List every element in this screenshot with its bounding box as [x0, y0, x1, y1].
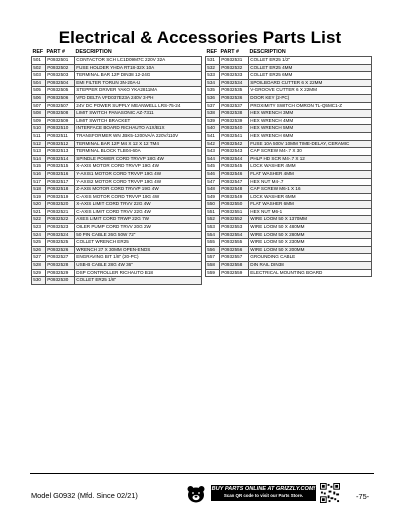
ref-cell: 543 [206, 148, 220, 156]
description-cell: GROUNDING CABLE [249, 254, 372, 262]
part-number-cell: P0932509 [46, 117, 75, 125]
table-row [206, 57, 372, 65]
ref-cell: 510 [32, 125, 46, 133]
table-header [32, 48, 202, 57]
part-number-cell: P0932544 [220, 155, 249, 163]
ref-cell: 541 [206, 132, 220, 140]
col-desc: DESCRIPTION [75, 48, 112, 55]
ref-cell: 527 [32, 254, 46, 262]
description-cell: HEX WRENCH 4MM [249, 117, 372, 125]
description-cell: COLLET WRENCH ER25 [75, 239, 202, 247]
ref-cell: 507 [32, 102, 46, 110]
part-number-cell: P0932546 [220, 170, 249, 178]
table-row [32, 72, 202, 80]
description-cell: WIRE LOOM 50 X 1370MM [249, 216, 372, 224]
description-cell: FUSE 10A 500V 10MM TIME-DELAY, CERAMIC [249, 140, 372, 148]
description-cell: CAP SCREW M4-.7 X 30 [249, 148, 372, 156]
ref-cell: 505 [32, 87, 46, 95]
ref-cell: 506 [32, 94, 46, 102]
description-cell: VFD DELTA VFD037E23A 240V 3-PH [75, 94, 202, 102]
ref-cell: 547 [206, 178, 220, 186]
description-cell: CAP SCREW M6-1 X 16 [249, 186, 372, 194]
description-cell: FLAT WASHER 4MM [249, 170, 372, 178]
ref-cell: 501 [32, 57, 46, 65]
ref-cell: 513 [32, 148, 46, 156]
table-row [32, 125, 202, 133]
ref-cell: 531 [206, 57, 220, 65]
banner-line2: Scan QR code to visit our Parts Store. [223, 493, 304, 498]
ref-cell: 509 [32, 117, 46, 125]
description-cell: COLLET ER25 1/2" [249, 57, 372, 65]
ref-cell: 540 [206, 125, 220, 133]
part-number-cell: P0932541 [220, 132, 249, 140]
ref-cell: 551 [206, 208, 220, 216]
table-row [206, 79, 372, 87]
ref-cell: 503 [32, 72, 46, 80]
table-row [32, 64, 202, 72]
grizzly-bear-logo-icon [186, 485, 206, 503]
table-row [32, 117, 202, 125]
ref-cell: 546 [206, 170, 220, 178]
part-number-cell: P0932506 [46, 94, 75, 102]
part-number-cell: P0932517 [46, 178, 75, 186]
part-number-cell: P0932553 [220, 224, 249, 232]
part-number-cell: P0932542 [220, 140, 249, 148]
table-row [206, 239, 372, 247]
table-row [206, 163, 372, 171]
description-cell: LIMIT SWITCH BRACKET [75, 117, 202, 125]
description-cell: LIMIT SWITCH PANASONIC AZ-7311 [75, 110, 202, 118]
ref-cell: 525 [32, 239, 46, 247]
part-number-cell: P0932520 [46, 201, 75, 209]
ref-cell: 555 [206, 239, 220, 247]
part-number-cell: P0932527 [46, 254, 75, 262]
table-row [206, 254, 372, 262]
table-row [206, 72, 372, 80]
description-cell: WRENCH 27 X 30MM OPEN-ENDS [75, 246, 202, 254]
col-part: PART # [220, 48, 239, 55]
part-number-cell: P0932556 [220, 246, 249, 254]
ref-cell: 517 [32, 178, 46, 186]
description-cell: HEX NUT M4-.7 [249, 178, 372, 186]
table-row [32, 110, 202, 118]
ref-cell: 530 [32, 277, 46, 285]
description-cell: WIRE LOOM 50 X 480MM [249, 224, 372, 232]
ref-cell: 522 [32, 216, 46, 224]
table-row [32, 170, 202, 178]
ref-cell: 537 [206, 102, 220, 110]
table-row [32, 102, 202, 110]
part-number-cell: P0932501 [46, 57, 75, 65]
description-cell: HEX NUT M6-1 [249, 208, 372, 216]
table-row [206, 117, 372, 125]
ref-cell: 554 [206, 231, 220, 239]
part-number-cell: P0932547 [220, 178, 249, 186]
description-cell: V-GROOVE CUTTER 6 X 22MM [249, 87, 372, 95]
part-number-cell: P0932540 [220, 125, 249, 133]
part-number-cell: P0932533 [220, 72, 249, 80]
ref-cell: 557 [206, 254, 220, 262]
ref-cell: 528 [32, 262, 46, 270]
description-cell: DIN RAIL DIN38 [249, 262, 372, 270]
table-row [206, 201, 372, 209]
table-row [206, 224, 372, 232]
part-number-cell: P0932559 [220, 269, 249, 277]
ref-cell: 516 [32, 170, 46, 178]
ref-cell: 544 [206, 155, 220, 163]
ref-cell: 508 [32, 110, 46, 118]
part-number-cell: P0932528 [46, 262, 75, 270]
part-number-cell: P0932536 [220, 94, 249, 102]
description-cell: C-AXIS MOTOR CORD TRVVP 19G 4W [75, 193, 202, 201]
description-cell: LOCK WASHER 6MM [249, 193, 372, 201]
table-row [206, 87, 372, 95]
table-row [206, 132, 372, 140]
description-cell: COLLET ER25 6MM [249, 72, 372, 80]
description-cell: HEX WRENCH 3MM [249, 110, 372, 118]
part-number-cell: P0932555 [220, 239, 249, 247]
table-row [206, 262, 372, 270]
part-number-cell: P0932518 [46, 186, 75, 194]
description-cell: PROXIMITY SWITCH OMRON TL-Q5MC1-Z [249, 102, 372, 110]
table-row [206, 102, 372, 110]
part-number-cell: P0932512 [46, 140, 75, 148]
table-row [32, 208, 202, 216]
part-number-cell: P0932507 [46, 102, 75, 110]
table-row [32, 148, 202, 156]
description-cell: DOOR KEY (2-PC) [249, 94, 372, 102]
table-row [206, 216, 372, 224]
part-number-cell: P0932513 [46, 148, 75, 156]
model-label: Model G0932 (Mfd. Since 02/21) [31, 491, 138, 500]
table-row [206, 208, 372, 216]
table-row [32, 155, 202, 163]
description-cell: DSP CONTROLLER RICHAUTO B18 [75, 269, 202, 277]
table-row [32, 246, 202, 254]
part-number-cell: P0932526 [46, 246, 75, 254]
description-cell: TERMINAL BAR 12P M4 X 12 X 12 TM4 [75, 140, 202, 148]
table-row [32, 262, 202, 270]
page-number: -75- [356, 492, 370, 501]
table-row [32, 201, 202, 209]
part-number-cell: P0932511 [46, 132, 75, 140]
part-number-cell: P0932548 [220, 186, 249, 194]
parts-table-left [31, 48, 202, 285]
table-row [206, 94, 372, 102]
ref-cell: 518 [32, 186, 46, 194]
qr-code-icon[interactable] [320, 483, 340, 503]
part-number-cell: P0932522 [46, 216, 75, 224]
part-number-cell: P0932539 [220, 117, 249, 125]
parts-table-right [205, 48, 372, 277]
part-number-cell: P0932545 [220, 163, 249, 171]
description-cell: COLLET ER25 1/8" [75, 277, 202, 285]
part-number-cell: P0932505 [46, 87, 75, 95]
description-cell: TERMINAL BLOCK TLB04-60A [75, 148, 202, 156]
ref-cell: 532 [206, 64, 220, 72]
table-row [206, 125, 372, 133]
description-cell: LOCK WASHER 4MM [249, 163, 372, 171]
ref-cell: 542 [206, 140, 220, 148]
description-cell: TERMINAL BAR 12P DIN38 12-24G [75, 72, 202, 80]
table-row [32, 269, 202, 277]
description-cell: USB-B CABLE 28G 4W 36" [75, 262, 202, 270]
part-number-cell: P0932552 [220, 216, 249, 224]
description-cell: WIRE LOOM 50 X 280MM [249, 231, 372, 239]
table-row [32, 224, 202, 232]
table-row [206, 178, 372, 186]
ref-cell: 512 [32, 140, 46, 148]
description-cell: FLAT WASHER 6MM [249, 201, 372, 209]
table-row [206, 193, 372, 201]
part-number-cell: P0932516 [46, 170, 75, 178]
part-number-cell: P0932543 [220, 148, 249, 156]
part-number-cell: P0932532 [220, 64, 249, 72]
table-row [32, 231, 202, 239]
col-ref: REF [206, 48, 218, 55]
part-number-cell: P0932554 [220, 231, 249, 239]
ref-cell: 526 [32, 246, 46, 254]
table-row [32, 239, 202, 247]
table-row [206, 148, 372, 156]
part-number-cell: P0932549 [220, 193, 249, 201]
part-number-cell: P0932557 [220, 254, 249, 262]
description-cell: ELECTRICAL MOUNTING BOARD [249, 269, 372, 277]
part-number-cell: P0932537 [220, 102, 249, 110]
table-row [206, 155, 372, 163]
ref-cell: 511 [32, 132, 46, 140]
ref-cell: 534 [206, 79, 220, 87]
description-cell: Y-AXIS1 MOTOR CORD TRVVP 19G 4W [75, 170, 202, 178]
part-number-cell: P0932504 [46, 79, 75, 87]
table-row [32, 193, 202, 201]
part-number-cell: P0932524 [46, 231, 75, 239]
ref-cell: 515 [32, 163, 46, 171]
table-row [206, 170, 372, 178]
description-cell: WIRE LOOM 50 X 230MM [249, 239, 372, 247]
ref-cell: 536 [206, 94, 220, 102]
table-row [32, 87, 202, 95]
page-title: Electrical & Accessories Parts List [58, 28, 342, 47]
table-row [206, 64, 372, 72]
ref-cell: 553 [206, 224, 220, 232]
part-number-cell: P0932558 [220, 262, 249, 270]
banner-line1: BUY PARTS ONLINE AT GRIZZLY.COM! [211, 486, 316, 492]
description-cell: WIRE LOOM 50 X 200MM [249, 246, 372, 254]
description-cell: CONTACTOR SCH LC1D09M7C 220V 32A [75, 57, 202, 65]
table-row [206, 140, 372, 148]
ref-cell: 538 [206, 110, 220, 118]
ref-cell: 535 [206, 87, 220, 95]
part-number-cell: P0932550 [220, 201, 249, 209]
ref-cell: 556 [206, 246, 220, 254]
part-number-cell: P0932521 [46, 208, 75, 216]
description-cell: Y-AXIS2 MOTOR CORD TRVVP 19G 4W [75, 178, 202, 186]
description-cell: INTERFACE BOARD RICHAUTO A1X/B1X [75, 125, 202, 133]
description-cell: FUSE HOLDER YHDA RT18-32X 10A [75, 64, 202, 72]
part-number-cell: P0932525 [46, 239, 75, 247]
part-number-cell: P0932508 [46, 110, 75, 118]
description-cell: PHLP HD SCR M4-.7 X 12 [249, 155, 372, 163]
ref-cell: 502 [32, 64, 46, 72]
ref-cell: 549 [206, 193, 220, 201]
ref-cell: 524 [32, 231, 46, 239]
col-ref: REF [32, 48, 44, 55]
part-number-cell: P0932531 [220, 57, 249, 65]
description-cell: SPOILBOARD CUTTER 6 X 22MM [249, 79, 372, 87]
table-row [32, 277, 202, 285]
table-row [32, 57, 202, 65]
part-number-cell: P0932502 [46, 64, 75, 72]
footer-divider [30, 473, 374, 474]
table-row [32, 178, 202, 186]
description-cell: X-AXIS MOTOR CORD TRVVP 19G 4W [75, 163, 202, 171]
description-cell: HEX WRENCH 5MM [249, 125, 372, 133]
ref-cell: 539 [206, 117, 220, 125]
table-row [32, 140, 202, 148]
part-number-cell: P0932519 [46, 193, 75, 201]
table-row [206, 186, 372, 194]
ref-cell: 519 [32, 193, 46, 201]
description-cell: COLLET ER25 4MM [249, 64, 372, 72]
part-number-cell: P0932515 [46, 163, 75, 171]
table-row [206, 246, 372, 254]
description-cell: 50 PIN CABLE 26G 50W 72" [75, 231, 202, 239]
part-number-cell: P0932535 [220, 87, 249, 95]
ref-cell: 552 [206, 216, 220, 224]
ref-cell: 523 [32, 224, 46, 232]
part-number-cell: P0932523 [46, 224, 75, 232]
col-part: PART # [46, 48, 65, 55]
ref-cell: 559 [206, 269, 220, 277]
part-number-cell: P0932534 [220, 79, 249, 87]
description-cell: TRANSFORMER WN JBK5-1200VA/A 220V/110V [75, 132, 202, 140]
description-cell: ENGRAVING BIT 1/8" (20-PC) [75, 254, 202, 262]
table-row [32, 132, 202, 140]
description-cell: OILER PUMP CORD TRVV 20G 2W [75, 224, 202, 232]
ref-cell: 558 [206, 262, 220, 270]
table-row [206, 110, 372, 118]
ref-cell: 514 [32, 155, 46, 163]
part-number-cell: P0932510 [46, 125, 75, 133]
table-row [32, 254, 202, 262]
description-cell: EMI FILTER TORUN 3N-20A-U [75, 79, 202, 87]
table-row [206, 231, 372, 239]
col-desc: DESCRIPTION [249, 48, 286, 55]
description-cell: Z-AXIS MOTOR CORD TRVVP 19G 4W [75, 186, 202, 194]
description-cell: SPINDLE POWER CORD TRVVP 18G 4W [75, 155, 202, 163]
ref-cell: 548 [206, 186, 220, 194]
ref-cell: 533 [206, 72, 220, 80]
part-number-cell: P0932530 [46, 277, 75, 285]
description-cell: C-AXIS LIMIT CORD TRVV 22G 4W [75, 208, 202, 216]
ref-cell: 545 [206, 163, 220, 171]
description-cell: HEX WRENCH 6MM [249, 132, 372, 140]
ref-cell: 520 [32, 201, 46, 209]
table-row [32, 186, 202, 194]
part-number-cell: P0932529 [46, 269, 75, 277]
table-row [206, 269, 372, 277]
part-number-cell: P0932503 [46, 72, 75, 80]
ref-cell: 529 [32, 269, 46, 277]
table-row [32, 79, 202, 87]
description-cell: STEPPER DRIVER YAKO YKA2811MA [75, 87, 202, 95]
ref-cell: 521 [32, 208, 46, 216]
description-cell: X-AXIS LIMIT CORD TRVV 22G 4W [75, 201, 202, 209]
ref-cell: 550 [206, 201, 220, 209]
description-cell: 24V DC POWER SUPPLY MEANWELL LRS-75-24 [75, 102, 202, 110]
table-row [32, 163, 202, 171]
table-header [206, 48, 372, 57]
ref-cell: 504 [32, 79, 46, 87]
part-number-cell: P0932514 [46, 155, 75, 163]
buy-parts-banner[interactable] [211, 485, 316, 501]
description-cell: AXES LIMIT CORD TRWP 22G 7W [75, 216, 202, 224]
part-number-cell: P0932551 [220, 208, 249, 216]
table-row [32, 94, 202, 102]
table-row [32, 216, 202, 224]
part-number-cell: P0932538 [220, 110, 249, 118]
